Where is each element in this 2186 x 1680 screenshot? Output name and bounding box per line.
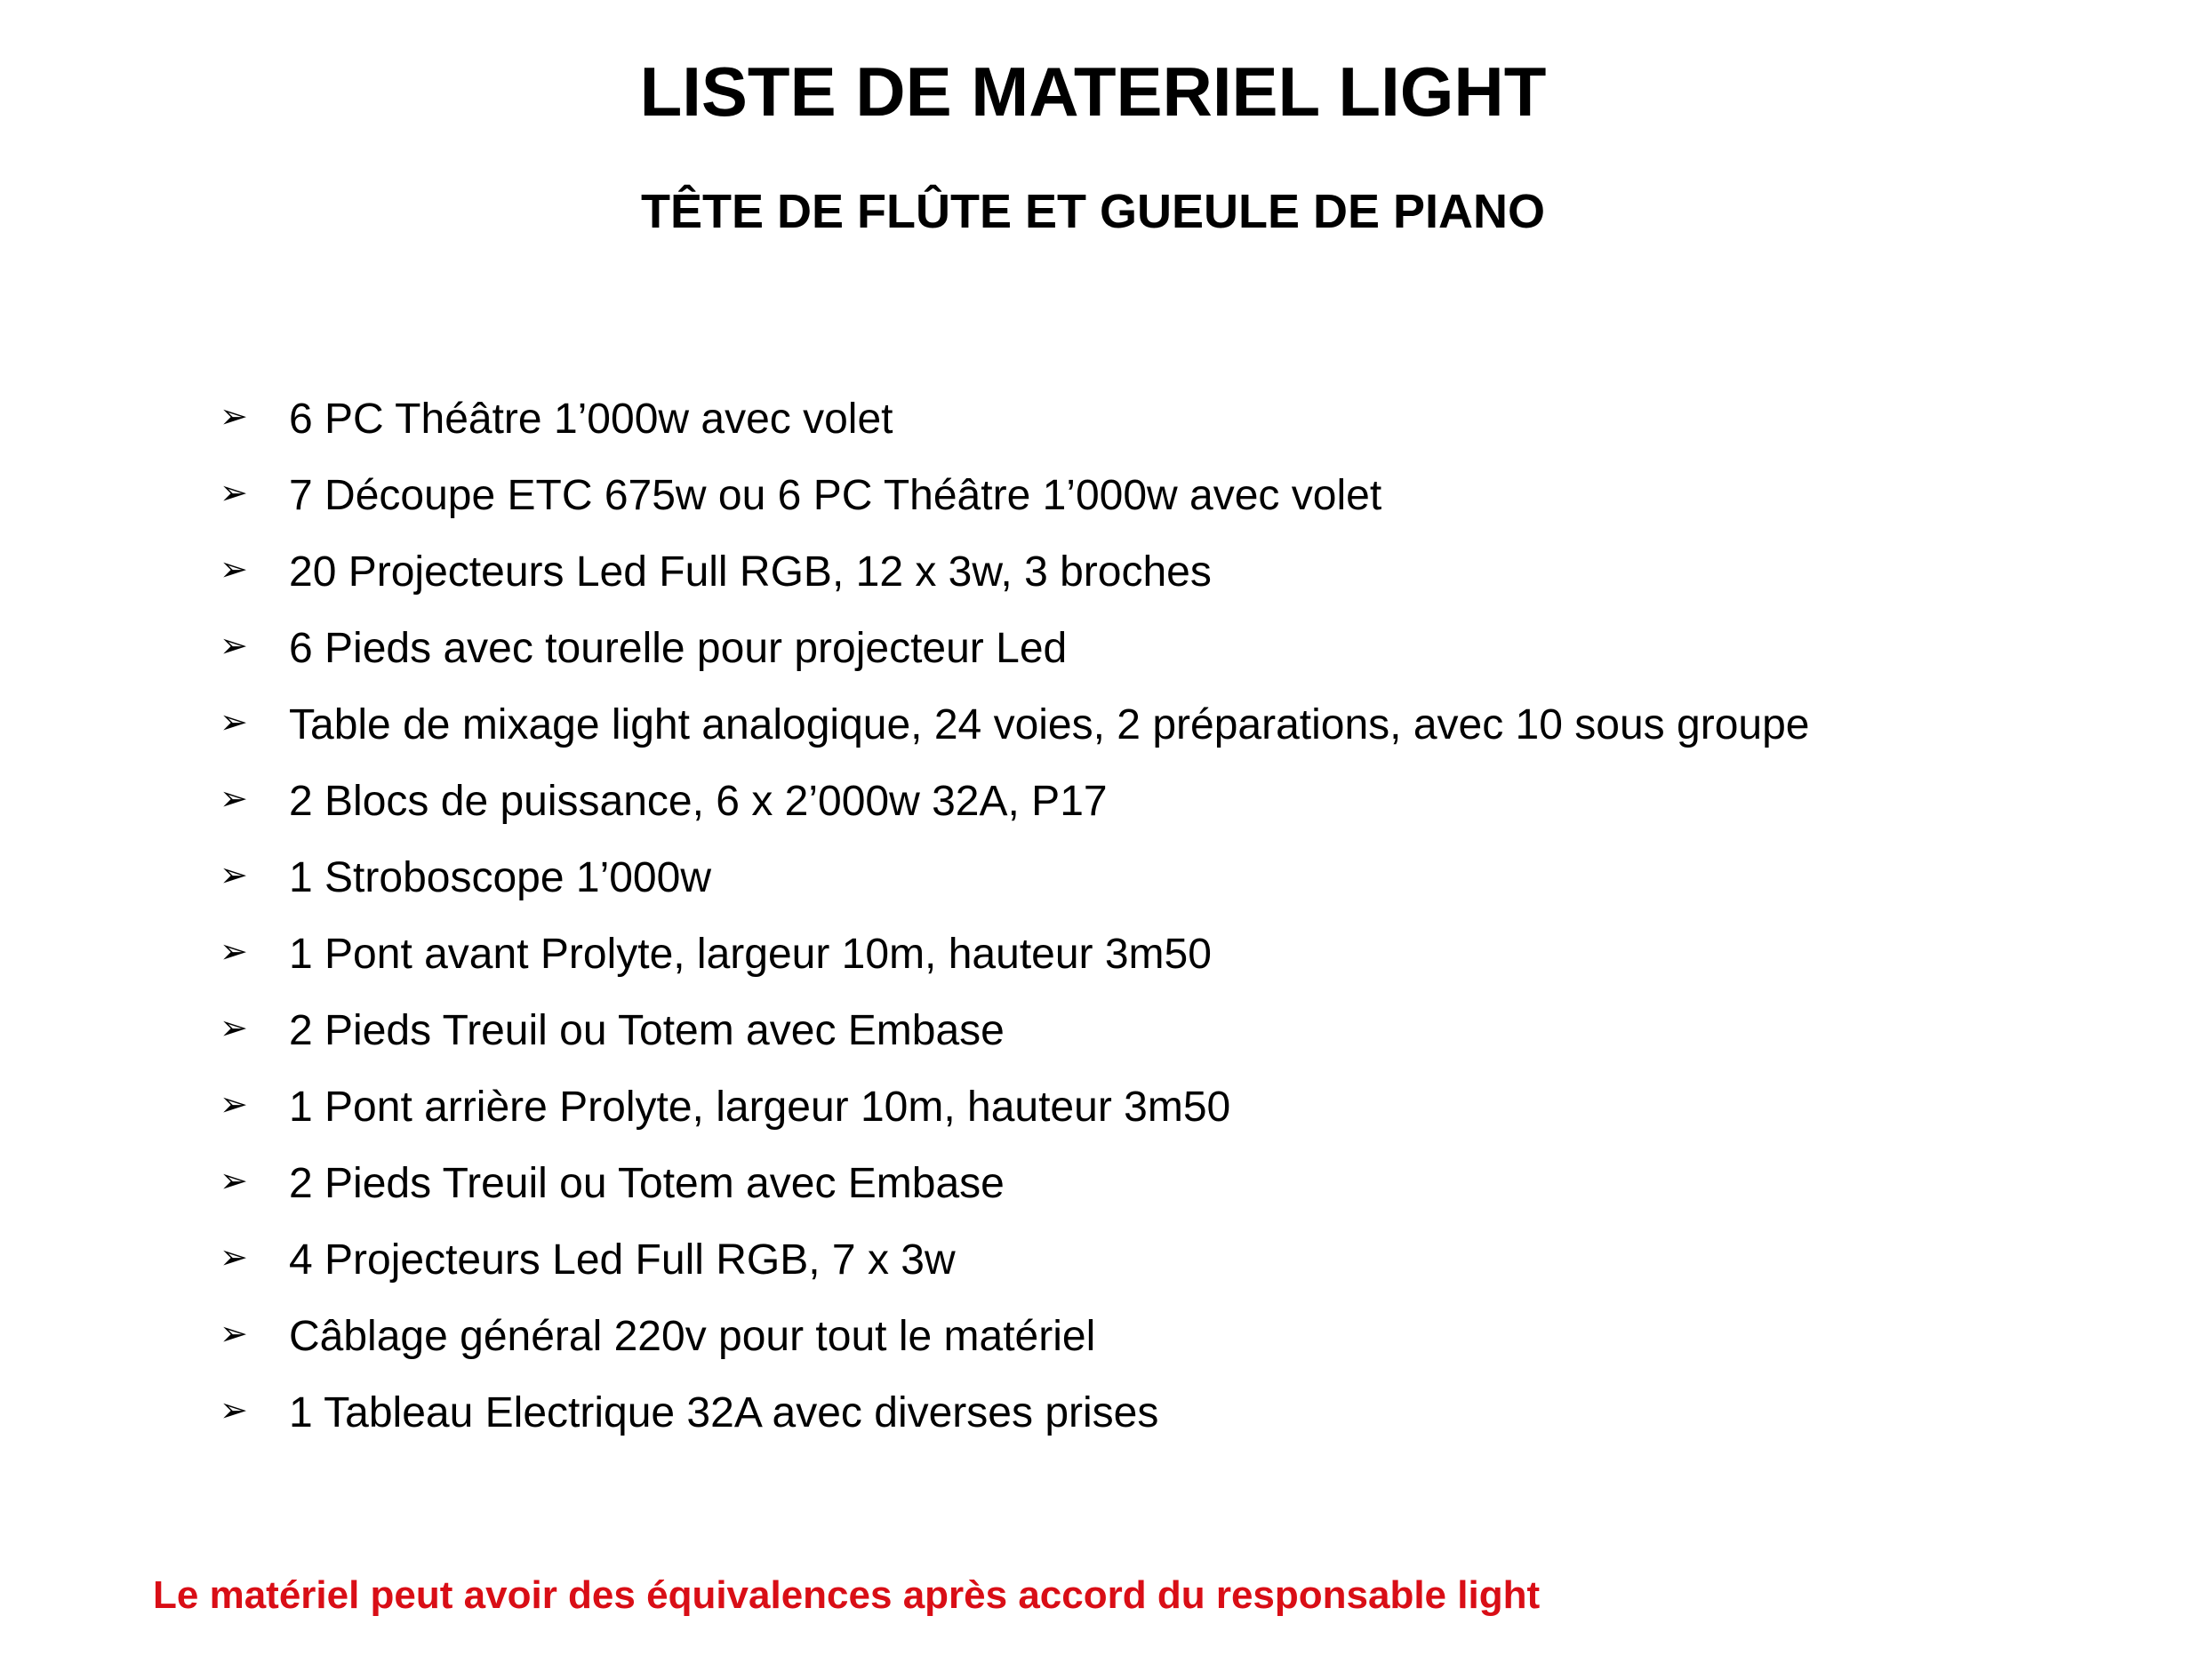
footer-note: Le matériel peut avoir des équivalences après accord du responsable light: [153, 1573, 1541, 1617]
arrow-bullet-icon: ➢: [220, 704, 248, 741]
list-item-text: Câblage général 220v pour tout le matériel: [289, 1313, 1096, 1360]
list-item: [220, 381, 2133, 458]
list-item-text: 1 Pont avant Prolyte, largeur 10m, hauteur 3m50: [289, 931, 1212, 978]
page-subtitle: TÊTE DE FLÛTE ET GUEULE DE PIANO: [640, 185, 1546, 238]
list-item-text: 2 Pieds Treuil ou Totem avec Embase: [289, 1160, 1005, 1207]
arrow-bullet-icon: ➢: [220, 780, 248, 818]
arrow-bullet-icon: ➢: [220, 1163, 248, 1200]
list-item: [220, 840, 2133, 916]
list-item: [220, 1299, 2133, 1375]
arrow-bullet-icon: ➢: [220, 857, 248, 894]
list-item: [220, 1146, 2133, 1222]
arrow-bullet-icon: ➢: [220, 551, 248, 588]
arrow-bullet-icon: ➢: [220, 475, 248, 512]
list-item: [220, 1069, 2133, 1146]
arrow-bullet-icon: ➢: [220, 1316, 248, 1353]
list-item: [220, 458, 2133, 534]
list-item-text: 7 Découpe ETC 675w ou 6 PC Théâtre 1’000w avec volet: [289, 472, 1382, 519]
list-item: [220, 611, 2133, 687]
arrow-bullet-icon: ➢: [220, 1086, 248, 1124]
list-item-text: 1 Stroboscope 1’000w: [289, 854, 711, 901]
arrow-bullet-icon: ➢: [220, 398, 248, 436]
page-title: LISTE DE MATERIEL LIGHT: [639, 52, 1547, 131]
list-item-text: 4 Projecteurs Led Full RGB, 7 x 3w: [289, 1236, 956, 1284]
arrow-bullet-icon: ➢: [220, 628, 248, 665]
list-item: [220, 687, 2133, 764]
list-item: [220, 534, 2133, 611]
list-item: [220, 916, 2133, 993]
list-item-text: Table de mixage light analogique, 24 voies, 2 préparations, avec 10 sous groupe: [289, 701, 1810, 748]
list-item-text: 1 Tableau Electrique 32A avec diverses prises: [289, 1389, 1159, 1436]
arrow-bullet-icon: ➢: [220, 1010, 248, 1047]
list-item-text: 2 Blocs de puissance, 6 x 2’000w 32A, P17: [289, 778, 1108, 825]
list-item: [220, 993, 2133, 1069]
arrow-bullet-icon: ➢: [220, 933, 248, 971]
arrow-bullet-icon: ➢: [220, 1239, 248, 1276]
list-item: [220, 1222, 2133, 1299]
list-item-text: 1 Pont arrière Prolyte, largeur 10m, hauteur 3m50: [289, 1084, 1231, 1131]
list-item: [220, 1375, 2133, 1452]
list-item-text: 6 PC Théâtre 1’000w avec volet: [289, 396, 893, 443]
list-item-text: 6 Pieds avec tourelle pour projecteur Led: [289, 625, 1068, 672]
equipment-list: [220, 381, 2133, 1452]
list-item-text: 2 Pieds Treuil ou Totem avec Embase: [289, 1007, 1005, 1054]
list-item: [220, 764, 2133, 840]
arrow-bullet-icon: ➢: [220, 1392, 248, 1429]
list-item-text: 20 Projecteurs Led Full RGB, 12 x 3w, 3 broches: [289, 548, 1212, 596]
